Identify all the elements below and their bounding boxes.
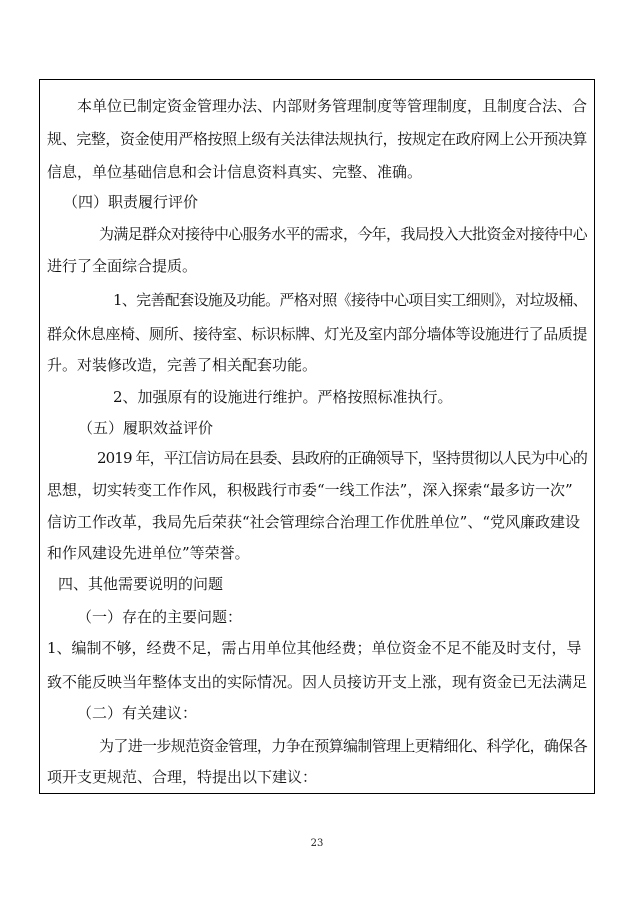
text-line: 为了进一步规范资金管理，力争在预算编制管理上更精细化、科学化，确保各 [99, 737, 587, 755]
text-line: （四）职责履行评价 [63, 193, 199, 211]
text-line: （二）有关建议： [77, 704, 198, 722]
text-line: 1、完善配套设施及功能。严格对照《接待中心项目实工细则》，对垃圾桶、 [113, 291, 587, 309]
text-line: 2019 年，平江信访局在县委、县政府的正确领导下，坚持贯彻以人民为中心的 [97, 449, 587, 467]
text-line: 2、加强原有的设施进行维护。严格按照标准执行。 [113, 388, 453, 406]
text-line: 致不能反映当年整体支出的实际情况。因人员接访开支上涨，现有资金已无法满足 [47, 673, 587, 691]
text-line: 群众休息座椅、厕所、接待室、标识标牌、灯光及室内部分墙体等设施进行了品质提 [47, 325, 587, 343]
content-table-cell [39, 79, 595, 794]
text-line: 和作风建设先进单位”等荣誉。 [47, 544, 250, 562]
text-line: 本单位已制定资金管理办法、内部财务管理制度等管理制度，且制度合法、合 [77, 97, 587, 115]
text-line: 信访工作改革，我局先后荣获“社会管理综合治理工作优胜单位”、“党风廉政建设 [47, 513, 581, 531]
text-line: 思想，切实转变工作作风，积极践行市委“一线工作法”，深入探索“最多访一次” [47, 481, 573, 499]
page-number: 23 [310, 838, 324, 849]
text-line: （五）履职效益评价 [78, 419, 214, 437]
text-line: 1、编制不够，经费不足，需占用单位其他经费；单位资金不足不能及时支付，导 [47, 639, 582, 657]
text-line: 为满足群众对接待中心服务水平的需求，今年，我局投入大批资金对接待中心 [99, 225, 587, 243]
text-line: 信息，单位基础信息和会计信息资料真实、完整、准确。 [47, 163, 423, 181]
text-line: 项开支更规范、合理，特提出以下建议： [47, 768, 318, 786]
text-line: 进行了全面综合提质。 [47, 257, 198, 275]
text-line: （一）存在的主要问题： [77, 608, 243, 626]
text-line: 四、其他需要说明的问题 [58, 575, 224, 593]
text-line: 规、完整，资金使用严格按照上级有关法律法规执行，按规定在政府网上公开预决算 [47, 130, 587, 148]
text-line: 升。对装修改造，完善了相关配套功能。 [47, 356, 318, 374]
